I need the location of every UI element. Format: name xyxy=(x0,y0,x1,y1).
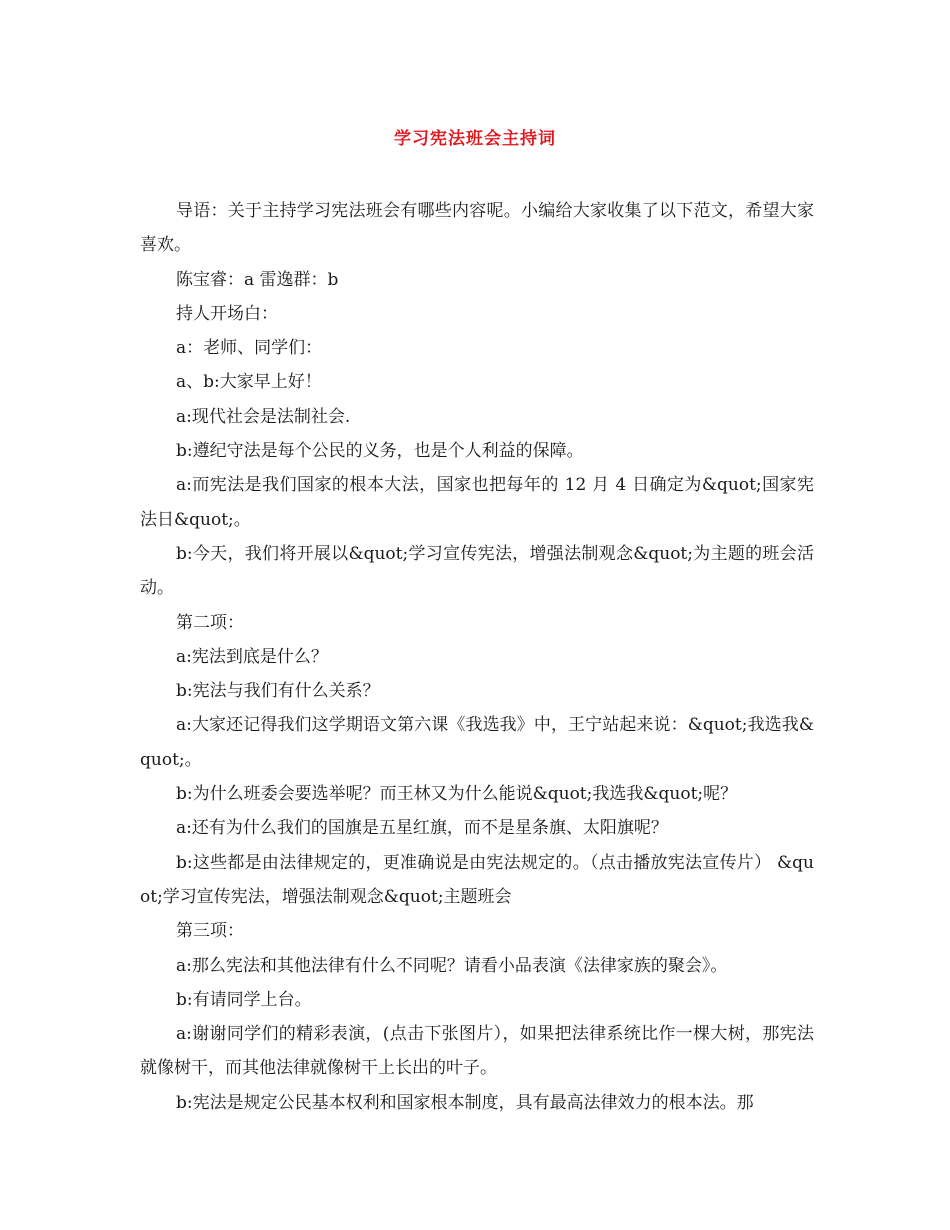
paragraph: a:还有为什么我们的国旗是五星红旗，而不是星条旗、太阳旗呢？ xyxy=(176,818,668,839)
paragraph: b:有请同学上台。 xyxy=(176,989,312,1010)
paragraph: b:宪法与我们有什么关系？ xyxy=(176,681,380,702)
paragraph: 陈宝睿：a 雷逸群：b xyxy=(176,269,339,290)
paragraph: a:而宪法是我们国家的根本大法，国家也把每年的 12 月 4 日确定为&quot;国家宪法日&quot;。 xyxy=(140,475,814,530)
paragraph: a:谢谢同学们的精彩表演，(点击下张图片），如果把法律系统比作一棵大树，那宪法就像树干，而其他法律就像树干上长出的叶子。 xyxy=(140,1024,814,1079)
paragraph: 第三项： xyxy=(176,921,244,942)
paragraph: a、b:大家早上好！ xyxy=(176,372,322,393)
paragraph: b:这些都是由法律规定的，更准确说是由宪法规定的。（点击播放宪法宣传片） &quot;学习宣传宪法，增强法制观念&quot;主题班会 xyxy=(140,852,814,907)
paragraph: b:今天，我们将开展以&quot;学习宣传宪法，增强法制观念&quot;为主题的班会活动。 xyxy=(140,543,814,599)
paragraph: a:大家还记得我们这学期语文第六课《我选我》中，王宁站起来说：&quot;我选我&quot;。 xyxy=(140,715,814,770)
paragraph: b:宪法是规定公民基本权利和国家根本制度，具有最高法律效力的根本法。那 xyxy=(176,1092,754,1113)
paragraph: b:遵纪守法是每个公民的义务，也是个人利益的保障。 xyxy=(176,441,584,462)
paragraph: a:宪法到底是什么？ xyxy=(176,646,328,667)
paragraph: a:那么宪法和其他法律有什么不同呢？请看小品表演《法律家族的聚会》。 xyxy=(176,955,728,976)
paragraph: b:为什么班委会要选举呢？而王林又为什么能说&quot;我选我&quot;呢？ xyxy=(176,784,738,805)
paragraph: 第二项： xyxy=(176,612,244,633)
paragraph: 持人开场白： xyxy=(176,303,278,324)
document-title: 学习宪法班会主持词 xyxy=(394,129,556,149)
paragraph: 导语：关于主持学习宪法班会有哪些内容呢。小编给大家收集了以下范文，希望大家喜欢。 xyxy=(140,201,814,256)
paragraph: a：老师、同学们： xyxy=(176,338,323,359)
paragraph: a:现代社会是法制社会. xyxy=(176,406,351,427)
document-body xyxy=(140,194,814,1120)
